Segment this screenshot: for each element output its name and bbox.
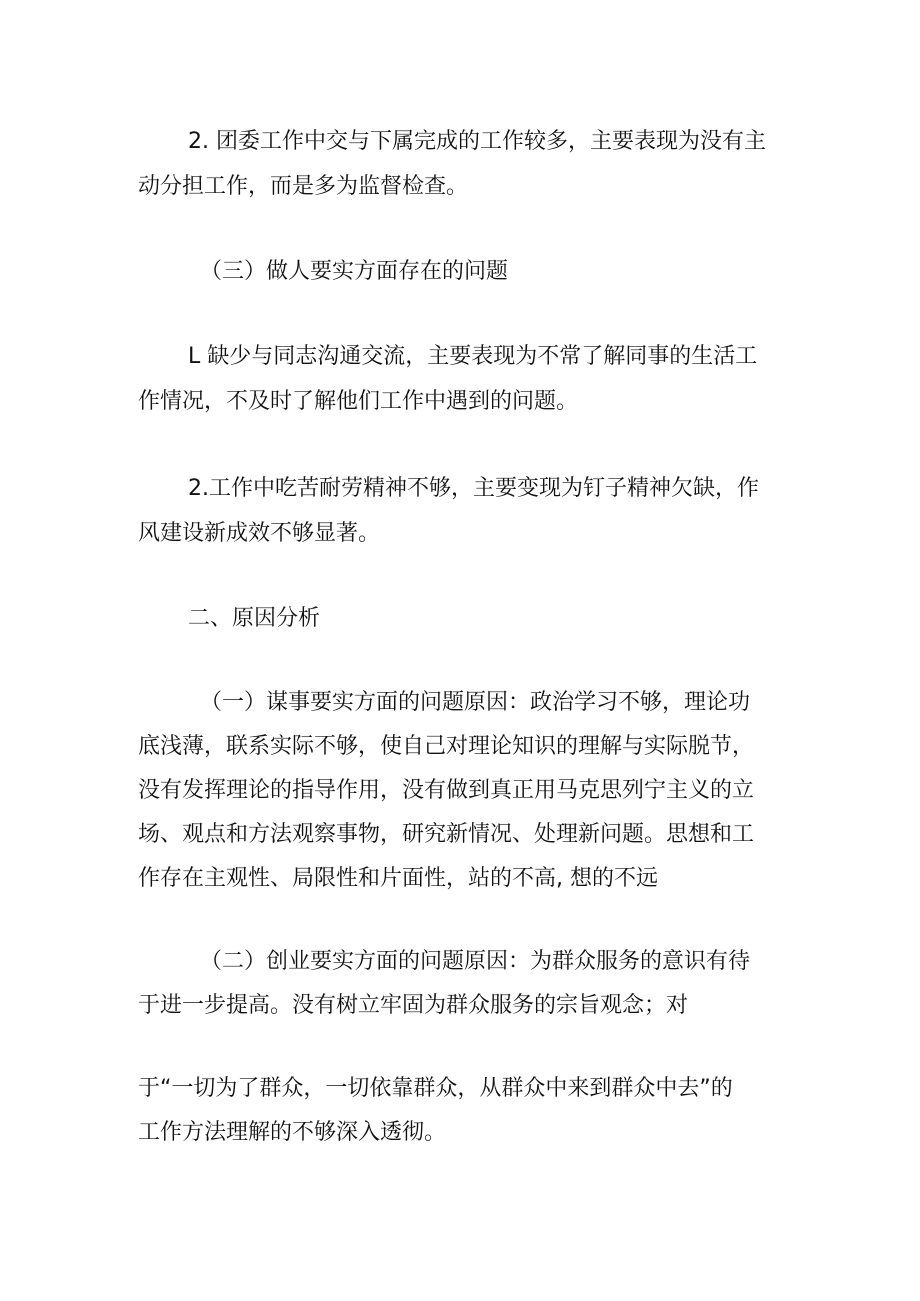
text-line: L 缺少与同志沟通交流，主要表现为不常了解同事的生活工 [188,344,758,369]
section-heading: 二、原因分析 [188,606,321,631]
text-line: 没有发挥理论的指导作用，没有做到真正用马克思列宁主义的立 [138,778,755,803]
text-line: 风建设新成效不够显著。 [138,521,381,546]
text-line: 底浅薄，联系实际不够，使自己对理论知识的理解与实际脱节， [138,734,755,759]
text-line: 动分担工作，而是多为监督检查。 [138,174,469,199]
text-line: 2. 团委工作中交与下属完成的工作较多，主要表现为没有主 [188,129,766,154]
text-line: 作存在主观性、局限性和片面性，站的不高, 想的不远 [138,866,658,891]
text-line: 工作方法理解的不够深入透彻。 [138,1120,447,1145]
text-line: （二）创业要实方面的问题原因：为群众服务的意识有待 [200,949,751,974]
section-heading: （三）做人要实方面存在的问题 [200,259,509,284]
text-line: （一）谋事要实方面的问题原因：政治学习不够，理论功 [200,690,751,715]
text-line: 2.工作中吃苦耐劳精神不够，主要变现为钉子精神欠缺，作 [188,476,759,501]
text-line: 于进一步提高。没有树立牢固为群众服务的宗旨观念；对 [138,993,689,1018]
text-line: 场、观点和方法观察事物，研究新情况、处理新问题。思想和工 [138,822,755,847]
text-line: 作情况，不及时了解他们工作中遇到的问题。 [138,389,579,414]
text-line: 于“一切为了群众，一切依靠群众，从群众中来到群众中去”的 [138,1076,733,1101]
